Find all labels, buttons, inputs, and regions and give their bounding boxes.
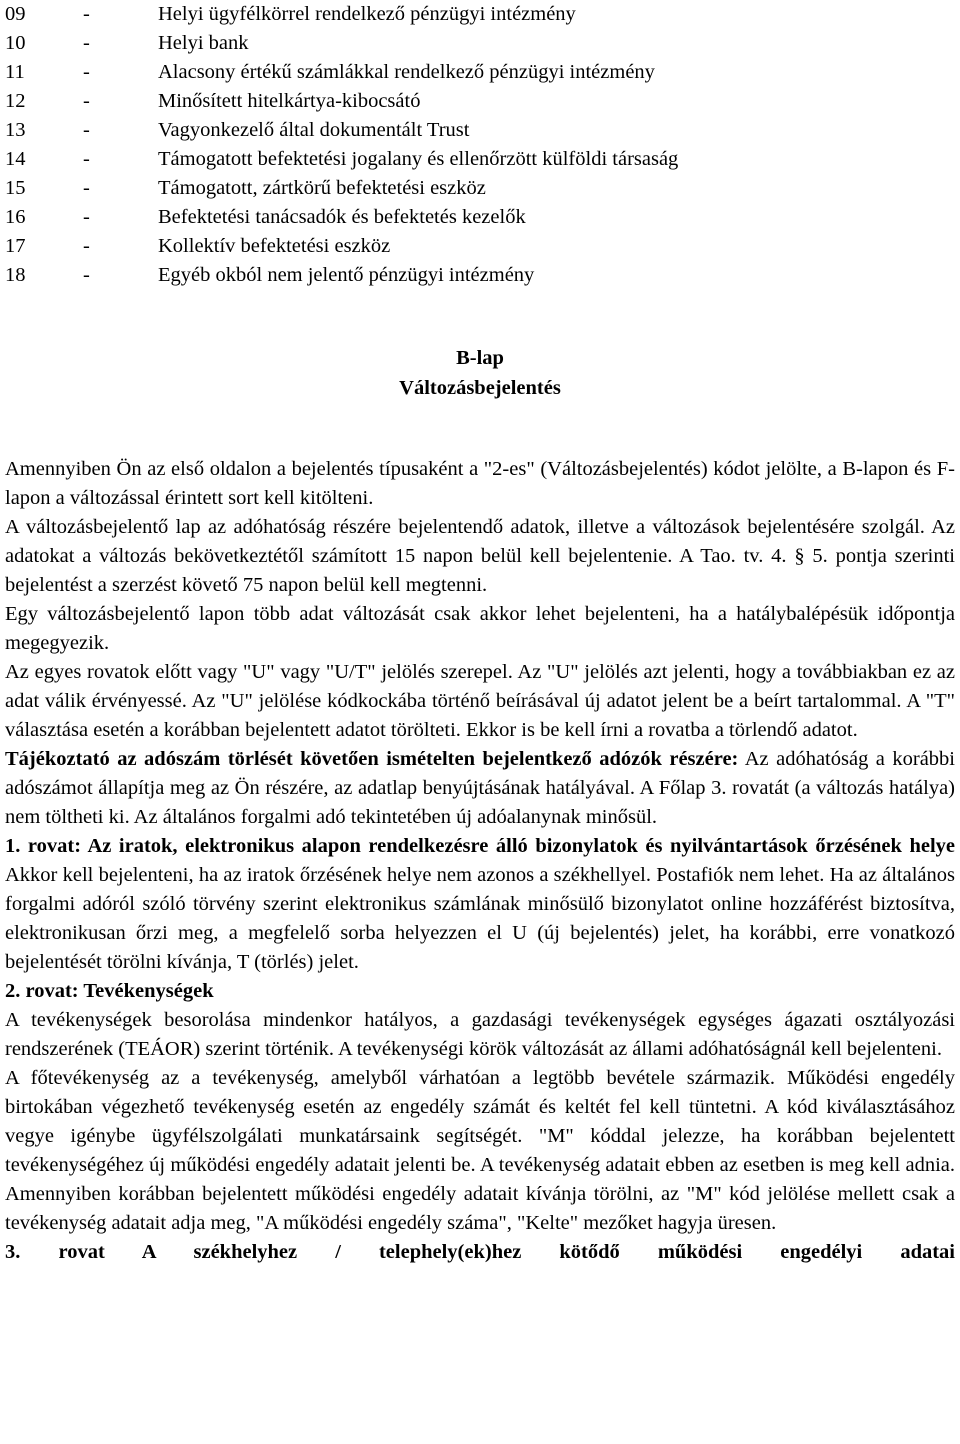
paragraph-rovat-1 <box>5 832 955 977</box>
code-dash: - <box>83 148 90 170</box>
code-dash: - <box>83 235 90 257</box>
code-description: Minősített hitelkártya-kibocsátó <box>158 90 421 112</box>
code-dash: - <box>83 119 90 141</box>
paragraph-purpose: A változásbejelentő lap az adóhatóság részére bejelentendő adatok, illetve a változások bejelentésére szolgál. Az adatokat a változás bekövetkeztétől számított 15 napon belül kell bejelentenie. A Tao. tv. 4. § 5. pontja szerinti bejelentést a szerzést követő 75 napon belül kell megtenni. <box>5 516 955 596</box>
rovat-3-heading: 3. rovat A székhelyhez / telephely(ek)hez kötődő működési engedélyi adatai <box>5 1241 955 1263</box>
code-description: Helyi ügyfélkörrel rendelkező pénzügyi intézmény <box>158 3 576 25</box>
code-number: 12 <box>5 90 26 112</box>
code-description: Kollektív befektetési eszköz <box>158 235 391 257</box>
code-description: Egyéb okból nem jelentő pénzügyi intézmény <box>158 264 535 286</box>
reregistration-heading: Tájékoztató az adószám törlését követően ismételten bejelentkező adózók részére: <box>5 748 739 770</box>
code-number: 13 <box>5 119 26 141</box>
paragraph-multiple-changes: Egy változásbejelentő lapon több adat változását csak akkor lehet bejelenteni, ha a hatálybalépésük időpontja megegyezik. <box>5 603 955 654</box>
code-description: Befektetési tanácsadók és befektetés kezelők <box>158 206 526 228</box>
paragraph-marking: Az egyes rovatok előtt vagy "U" vagy "U/T" jelölés szerepel. Az "U" jelölés azt jelenti, hogy a továbbiakban ez az adat válik érvényessé. Az "U" jelölése kódkockába történő beírásával új adatot jelent be a beírt tartalommal. A "T" választása esetén a korábban bejelentett adatot törölteti. Ekkor is be kell írni a rovatba a törlendő adatot. <box>5 661 955 741</box>
code-dash: - <box>83 90 90 112</box>
code-dash: - <box>83 206 90 228</box>
code-dash: - <box>83 32 90 54</box>
code-dash: - <box>83 61 90 83</box>
code-number: 17 <box>5 235 26 257</box>
code-description: Támogatott befektetési jogalany és ellenőrzött külföldi társaság <box>158 148 679 170</box>
rovat-2-heading: 2. rovat: Tevékenységek <box>5 980 214 1002</box>
code-description: Támogatott, zártkörű befektetési eszköz <box>158 177 486 199</box>
code-description: Helyi bank <box>158 32 249 54</box>
document-page <box>5 0 955 1263</box>
code-dash: - <box>83 3 90 25</box>
code-number: 09 <box>5 3 26 25</box>
paragraph-main-activity: A főtevékenység az a tevékenység, amelyből várhatóan a legtöbb bevétele származik. Működési engedély birtokában végezhető tevékenység esetén az engedély számát és keltét fel kell tüntetni. A kód kiválasztásához vegye igénybe ügyfélszolgálati munkatársaink segítségét. "M" kóddal jelezze, ha korábban bejelentett tevékenységéhez új működési engedély adatait jelenti be. A tevékenység adatait ebben az esetben is meg kell adnia. Amennyiben korábban bejelentett működési engedély adatait kívánja törölni, az "M" kód jelölése mellett csak a tevékenység adatait adja meg, "A működési engedély száma", "Kelte" mezőket hagyja üresen. <box>5 1067 955 1234</box>
code-description: Vagyonkezelő által dokumentált Trust <box>158 119 470 141</box>
code-number: 18 <box>5 264 26 286</box>
code-number: 15 <box>5 177 26 199</box>
code-number: 14 <box>5 148 26 170</box>
section-title: B-lap <box>456 347 504 369</box>
rovat-1-text: Akkor kell bejelenteni, ha az iratok őrzésének helye nem azonos a székhellyel. Postafiók nem lehet. Ha az általános forgalmi adóról szóló törvény szerint elektronikus számlának minősülő bizonylatot online hozzáférést biztosítva, elektronikusan őrzi meg, a megfelelő sorba helyezzen el U (új bejelentés) jelet, ha korábbi, erre vonatkozó bejelentését törölni kívánja, T (törlés) jelet. <box>5 864 955 973</box>
code-description: Alacsony értékű számlákkal rendelkező pénzügyi intézmény <box>158 61 655 83</box>
section-subtitle: Változásbejelentés <box>399 377 561 399</box>
instructions-body <box>5 455 955 1267</box>
paragraph-activities: A tevékenységek besorolása mindenkor hatályos, a gazdasági tevékenységek egységes ágazati osztályozási rendszerének (TEÁOR) szerint történik. A tevékenységi körök változását az állami adóhatóságnál kell bejelenteni. <box>5 1009 955 1060</box>
code-number: 16 <box>5 206 26 228</box>
code-number: 10 <box>5 32 26 54</box>
section-heading <box>5 343 955 403</box>
paragraph-reregistration <box>5 745 955 832</box>
code-dash: - <box>83 177 90 199</box>
code-list <box>5 0 955 290</box>
code-dash: - <box>83 264 90 286</box>
reregistration-text: Az adóhatóság a korábbi adószámot állapítja meg az Ön részére, az adatlap benyújtásának hatályával. A Főlap 3. rovatát (a változás hatálya) nem töltheti ki. Az általános forgalmi adó tekintetében új adóalanynak minősül. <box>5 748 955 828</box>
code-number: 11 <box>5 61 25 83</box>
paragraph-intro: Amennyiben Ön az első oldalon a bejelentés típusaként a "2-es" (Változásbejelentés) kódot jelölte, a B-lapon és F-lapon a változással érintett sort kell kitölteni. <box>5 458 955 509</box>
rovat-1-heading: 1. rovat: Az iratok, elektronikus alapon rendelkezésre álló bizonylatok és nyilvántartások őrzésének helye <box>5 835 955 857</box>
